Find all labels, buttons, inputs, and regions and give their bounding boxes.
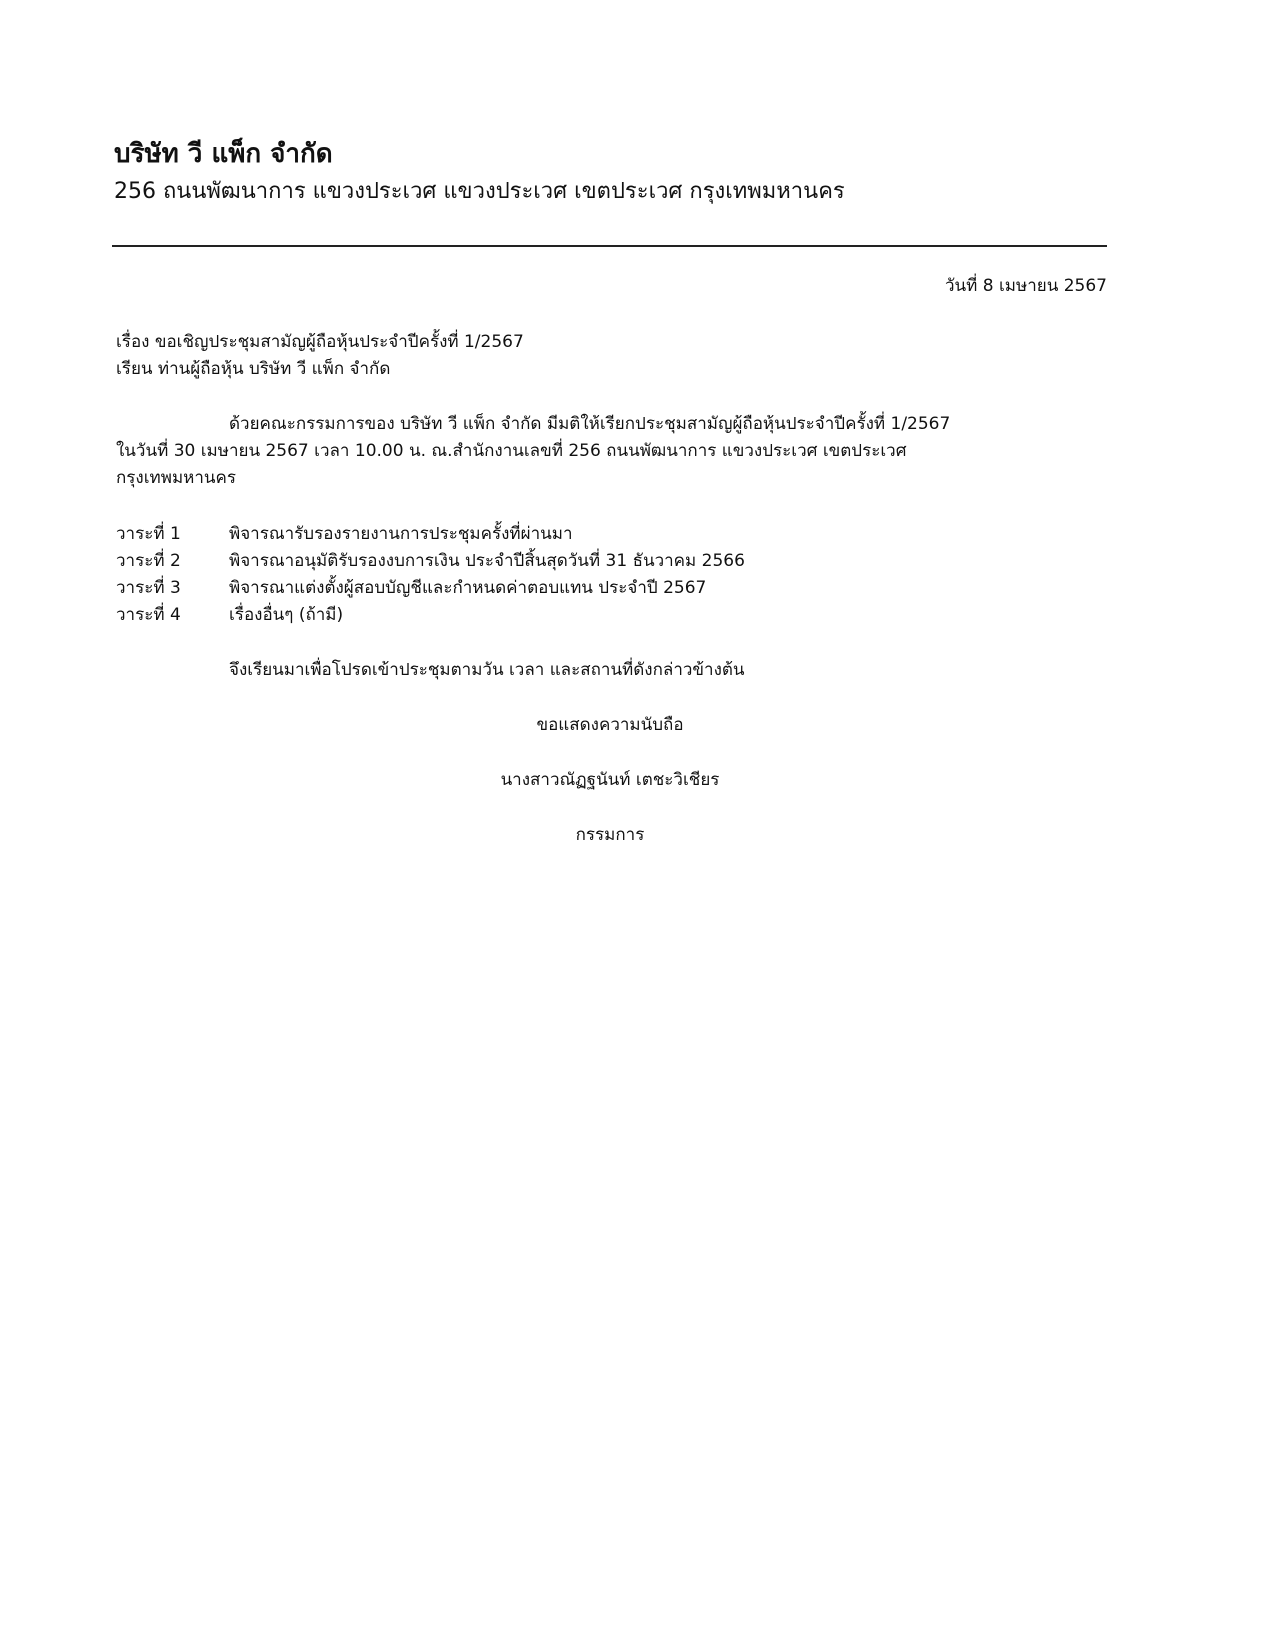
agenda-text: เรื่องอื่นๆ (ถ้ามี) bbox=[229, 605, 344, 625]
letter-date: วันที่ 8 เมษายน 2567 bbox=[944, 276, 1107, 296]
agenda-item bbox=[116, 602, 745, 629]
paragraph-line: ด้วยคณะกรรมการของ บริษัท วี แพ็ก จำกัด มีมติให้เรียกประชุมสามัญผู้ถือหุ้นประจำปีครั้งที่ 1/2567 bbox=[229, 414, 951, 434]
regards-line: ขอแสดงความนับถือ bbox=[536, 715, 684, 735]
agenda-number: วาระที่ 4 bbox=[116, 605, 181, 625]
letter-subject: เรื่อง ขอเชิญประชุมสามัญผู้ถือหุ้นประจำปีครั้งที่ 1/2567 bbox=[116, 332, 524, 352]
company-address: 256 ถนนพัฒนาการ แขวงประเวศ แขวงประเวศ เขตประเวศ กรุงเทพมหานคร bbox=[114, 179, 845, 204]
agenda-number: วาระที่ 2 bbox=[116, 551, 181, 571]
signer-position: กรรมการ bbox=[575, 825, 645, 845]
agenda-item bbox=[116, 521, 745, 548]
agenda-item bbox=[116, 575, 745, 602]
agenda-list bbox=[116, 521, 745, 629]
company-name: บริษัท วี แพ็ก จำกัด bbox=[114, 139, 333, 169]
paragraph-line: ในวันที่ 30 เมษายน 2567 เวลา 10.00 น. ณ.สำนักงานเลขที่ 256 ถนนพัฒนาการ แขวงประเวศ เขตประเวศ bbox=[116, 441, 907, 461]
agenda-number: วาระที่ 3 bbox=[116, 578, 181, 598]
agenda-text: พิจารณาอนุมัติรับรองงบการเงิน ประจำปีสิ้นสุดวันที่ 31 ธันวาคม 2566 bbox=[229, 551, 745, 571]
body-paragraph bbox=[116, 411, 950, 492]
header-divider bbox=[112, 245, 1107, 247]
agenda-number: วาระที่ 1 bbox=[116, 524, 181, 544]
paragraph-line: กรุงเทพมหานคร bbox=[116, 468, 237, 488]
agenda-item bbox=[116, 548, 745, 575]
letter-recipient: เรียน ท่านผู้ถือหุ้น บริษัท วี แพ็ก จำกัด bbox=[116, 359, 391, 379]
agenda-text: พิจารณาแต่งตั้งผู้สอบบัญชีและกำหนดค่าตอบแทน ประจำปี 2567 bbox=[229, 578, 707, 598]
signer-name: นางสาวณัฏฐนันท์ เตชะวิเชียร bbox=[500, 770, 720, 790]
agenda-text: พิจารณารับรองรายงานการประชุมครั้งที่ผ่านมา bbox=[229, 524, 573, 544]
closing-sentence: จึงเรียนมาเพื่อโปรดเข้าประชุมตามวัน เวลา และสถานที่ดังกล่าวข้างต้น bbox=[229, 660, 745, 680]
